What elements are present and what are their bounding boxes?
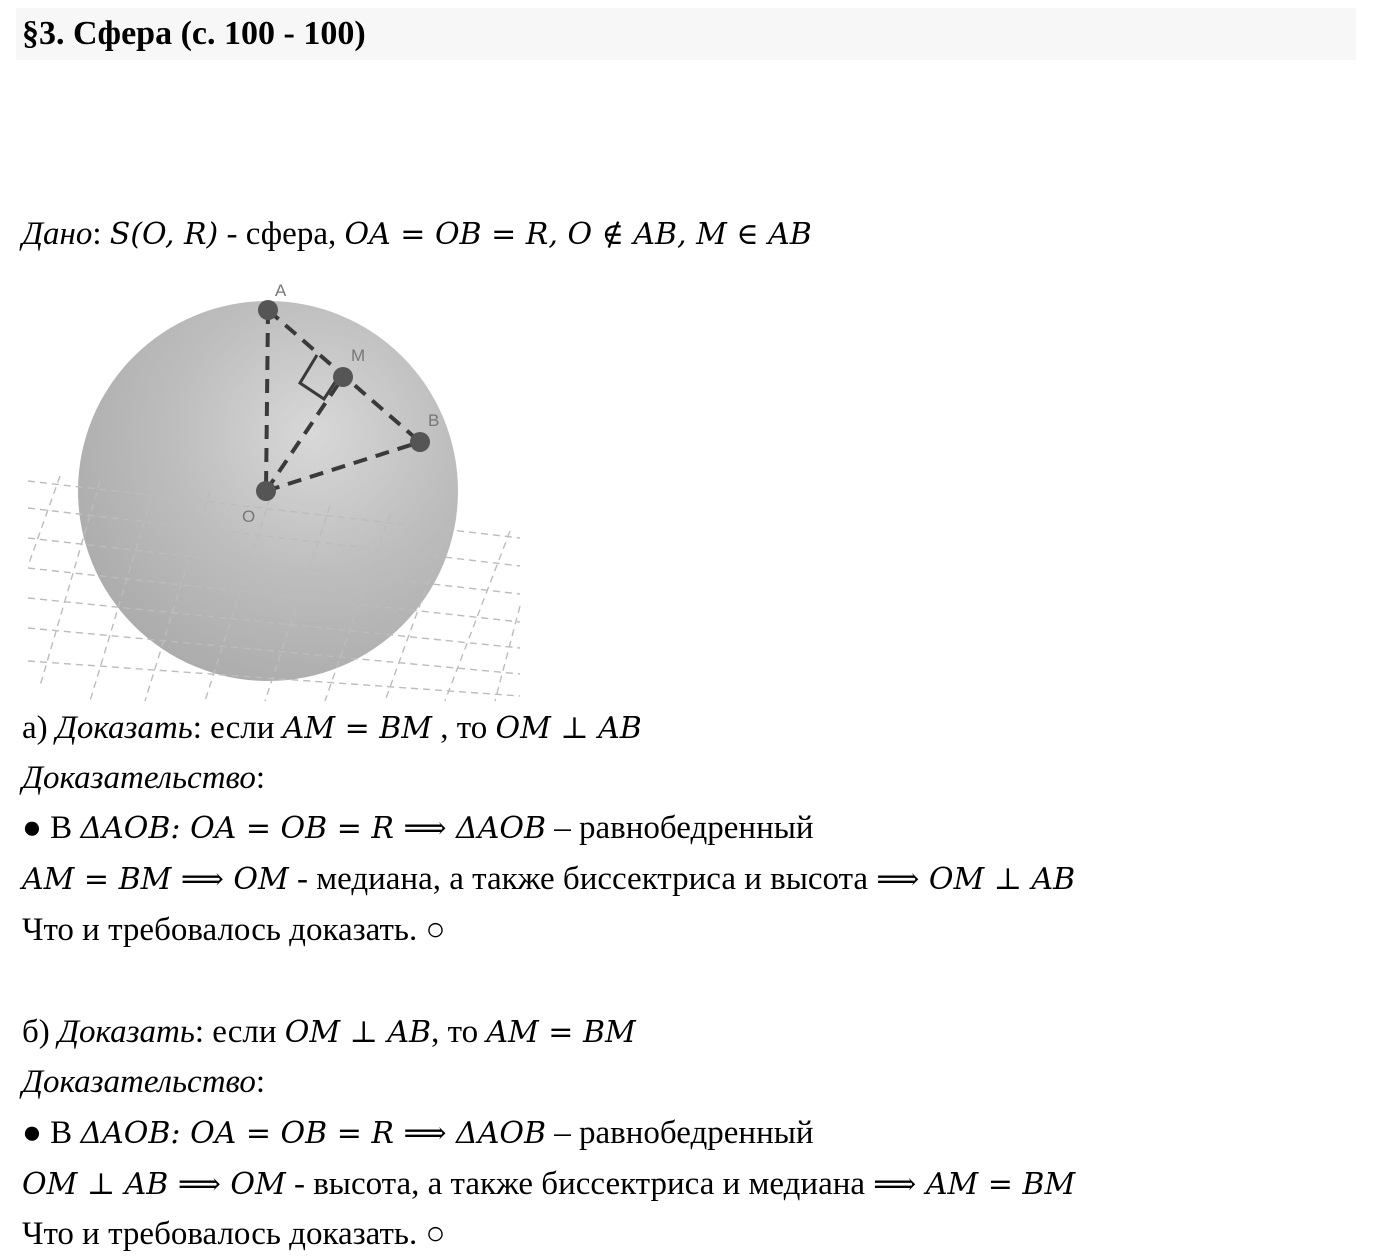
part-b-statement bbox=[22, 1012, 636, 1053]
point-o bbox=[256, 481, 276, 501]
part-a-statement bbox=[22, 708, 642, 749]
part-b-line2-expr2: ⟹ AM = BM bbox=[873, 1167, 1076, 1202]
given-conditions: OA = OB = R, O ∉ AB, M ∈ AB bbox=[344, 217, 812, 252]
point-m bbox=[333, 367, 353, 387]
part-b-bullet-text: – равнобедренный bbox=[546, 1115, 814, 1151]
part-a-bullet-expr: ΔAOB: OA = OB = R ⟹ ΔAOB bbox=[80, 811, 547, 846]
part-b-letter: б) bbox=[22, 1014, 50, 1050]
sphere-expression: S(O, R) bbox=[109, 217, 219, 252]
part-b-bullet-line bbox=[22, 1113, 814, 1154]
part-b-line2-text: - высота, а также биссектриса и медиана bbox=[285, 1166, 874, 1202]
part-b-prove-label: Доказать bbox=[58, 1014, 195, 1050]
part-b-expr2: AM = BM bbox=[486, 1015, 636, 1050]
part-a-text2: , то bbox=[432, 710, 496, 746]
part-a-letter: а) bbox=[22, 710, 48, 746]
part-a-line2-expr2: ⟹ OM ⊥ AB bbox=[876, 862, 1076, 897]
part-a-proof-heading bbox=[22, 758, 265, 798]
part-a-conclusion: Что и требовалось доказать. ○ bbox=[22, 912, 446, 948]
part-a-proof-colon: : bbox=[255, 760, 266, 796]
given-colon: : bbox=[92, 216, 102, 252]
part-b-expr1: OM ⊥ AB bbox=[284, 1015, 432, 1050]
part-b-line2-expr1: OM ⊥ AB ⟹ OM bbox=[22, 1167, 286, 1202]
page-title: §3. Сфера (с. 100 - 100) bbox=[22, 15, 366, 52]
part-a-prove-label: Доказать bbox=[55, 710, 193, 746]
part-b-proof-label: Доказательство bbox=[22, 1064, 256, 1100]
part-a-line2-expr1: AM = BM ⟹ OM bbox=[22, 862, 289, 897]
part-a-expr1: AM = BM bbox=[282, 711, 433, 746]
given-label: Дано bbox=[22, 216, 93, 252]
part-b-proof-heading bbox=[22, 1062, 265, 1102]
part-b-bullet: ● В bbox=[22, 1115, 81, 1151]
part-b-proof-colon: : bbox=[255, 1064, 266, 1100]
given-line bbox=[22, 214, 812, 255]
label-a: A bbox=[275, 281, 287, 300]
part-a-expr2: OM ⊥ AB bbox=[495, 711, 642, 746]
part-a-bullet: ● В bbox=[22, 810, 81, 846]
label-b: B bbox=[428, 411, 440, 430]
given-text: - сфера, bbox=[218, 216, 345, 252]
label-o: O bbox=[242, 507, 256, 526]
part-a-proof-label: Доказательство bbox=[22, 760, 256, 796]
label-m: M bbox=[351, 346, 366, 365]
point-b bbox=[410, 432, 430, 452]
part-b-colon: : bbox=[194, 1014, 205, 1050]
part-b-text2: , то bbox=[431, 1014, 487, 1050]
sphere-diagram bbox=[20, 276, 530, 706]
part-a-text1: если bbox=[201, 710, 283, 746]
part-b-text1: если bbox=[204, 1014, 285, 1050]
part-a-bullet-line bbox=[22, 808, 814, 849]
sphere-figure bbox=[20, 276, 530, 706]
part-b-conclusion: Что и требовалось доказать. ○ bbox=[22, 1216, 446, 1252]
part-b-line2 bbox=[22, 1164, 1075, 1205]
part-a-line2-text: - медиана, а также биссектриса и высота bbox=[288, 861, 877, 897]
part-b-bullet-expr: ΔAOB: OA = OB = R ⟹ ΔAOB bbox=[80, 1116, 547, 1151]
part-a-line2 bbox=[22, 859, 1075, 900]
header-bar bbox=[16, 8, 1356, 60]
part-a-colon: : bbox=[192, 710, 202, 746]
point-a bbox=[258, 300, 278, 320]
part-a-bullet-text: – равнобедренный bbox=[546, 810, 814, 846]
